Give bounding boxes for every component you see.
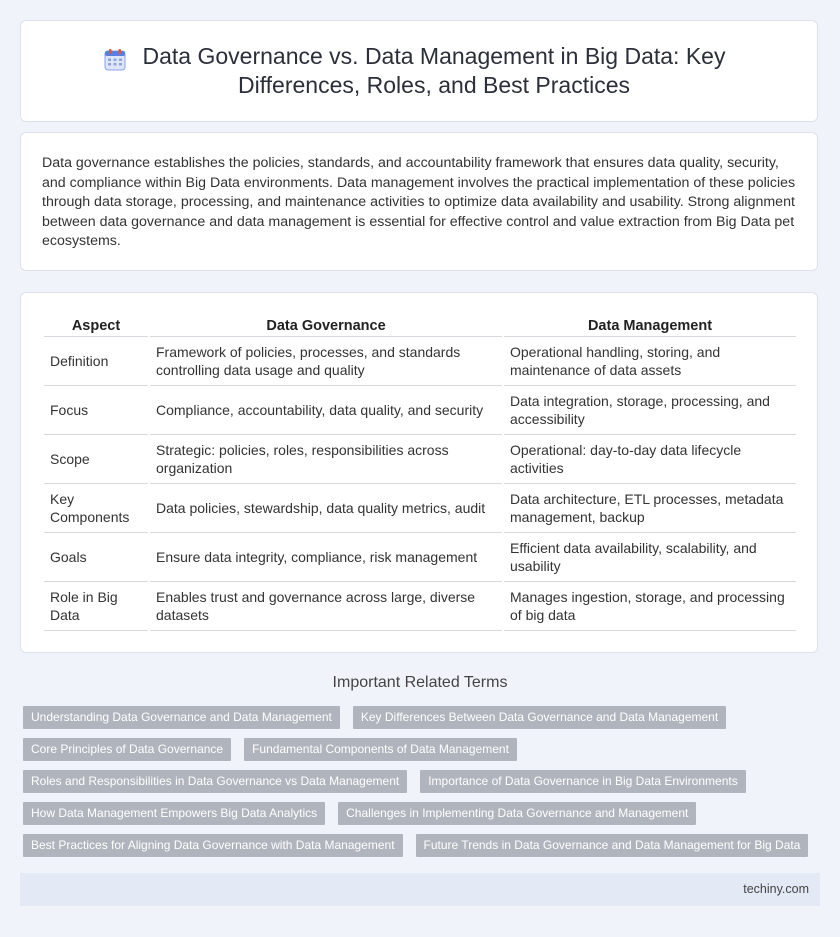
header-aspect: Aspect <box>44 315 148 337</box>
intro-card <box>20 132 818 271</box>
footer <box>20 873 820 906</box>
header-data-management: Data Management <box>504 315 796 337</box>
cell-management: Operational: day-to-day data lifecycle activities <box>504 435 796 484</box>
cell-management: Manages ingestion, storage, and processing of big data <box>504 582 796 631</box>
intro-paragraph: Data governance establishes the policies, standards, and accountability framework that ensures data quality, security, and compliance within Big Data environments. Data management involves the practical implementation of these policies through data storage, processing, and maintenance activities to optimize data availability and usability. Strong alignment between data governance and data management is essential for effective control and value extraction from Big Data pet ecosystems. <box>42 155 796 249</box>
cell-governance: Data policies, stewardship, data quality metrics, audit <box>150 484 502 533</box>
cell-governance: Framework of policies, processes, and standards controlling data usage and quality <box>150 337 502 386</box>
related-term-tag[interactable]: Future Trends in Data Governance and Data Management for Big Data <box>416 834 809 857</box>
table-row <box>44 582 796 631</box>
related-term-tag[interactable]: Challenges in Implementing Data Governance and Management <box>338 802 696 825</box>
table-row <box>44 533 796 582</box>
cell-aspect: Role in Big Data <box>44 582 148 631</box>
cell-governance: Enables trust and governance across large, diverse datasets <box>150 582 502 631</box>
related-term-tag[interactable]: Roles and Responsibilities in Data Governance vs Data Management <box>23 770 407 793</box>
cell-aspect: Goals <box>44 533 148 582</box>
cell-aspect: Definition <box>44 337 148 386</box>
table-row <box>44 484 796 533</box>
cell-management: Operational handling, storing, and maintenance of data assets <box>504 337 796 386</box>
related-terms-title: Important Related Terms <box>332 674 508 691</box>
related-term-tag[interactable]: Importance of Data Governance in Big Data Environments <box>420 770 746 793</box>
comparison-card <box>20 292 818 653</box>
cell-management: Data integration, storage, processing, and accessibility <box>504 386 796 435</box>
related-term-tag[interactable]: Best Practices for Aligning Data Governance with Data Management <box>23 834 403 857</box>
cell-aspect: Focus <box>44 386 148 435</box>
related-term-tag[interactable]: Understanding Data Governance and Data Management <box>23 706 340 729</box>
cell-aspect: Scope <box>44 435 148 484</box>
related-term-tag[interactable]: Fundamental Components of Data Management <box>244 738 517 761</box>
related-term-tag[interactable]: How Data Management Empowers Big Data Analytics <box>23 802 325 825</box>
table-row <box>44 386 796 435</box>
cell-governance: Compliance, accountability, data quality, and security <box>150 386 502 435</box>
related-terms-list <box>23 706 813 857</box>
table-header-row <box>44 315 796 337</box>
table-row <box>44 435 796 484</box>
header-data-governance: Data Governance <box>150 315 502 337</box>
cell-governance: Strategic: policies, roles, responsibilities across organization <box>150 435 502 484</box>
related-term-tag[interactable]: Core Principles of Data Governance <box>23 738 231 761</box>
title-card <box>20 20 818 122</box>
cell-aspect: Key Components <box>44 484 148 533</box>
cell-management: Data architecture, ETL processes, metadata management, backup <box>504 484 796 533</box>
cell-governance: Ensure data integrity, compliance, risk management <box>150 533 502 582</box>
related-term-tag[interactable]: Key Differences Between Data Governance and Data Management <box>353 706 726 729</box>
table-row <box>44 337 796 386</box>
cell-management: Efficient data availability, scalability, and usability <box>504 533 796 582</box>
page-title: Data Governance vs. Data Management in Big Data: Key Differences, Roles, and Best Practices <box>142 43 726 98</box>
footer-site-link[interactable]: techiny.com <box>743 882 809 896</box>
comparison-table <box>42 315 798 631</box>
